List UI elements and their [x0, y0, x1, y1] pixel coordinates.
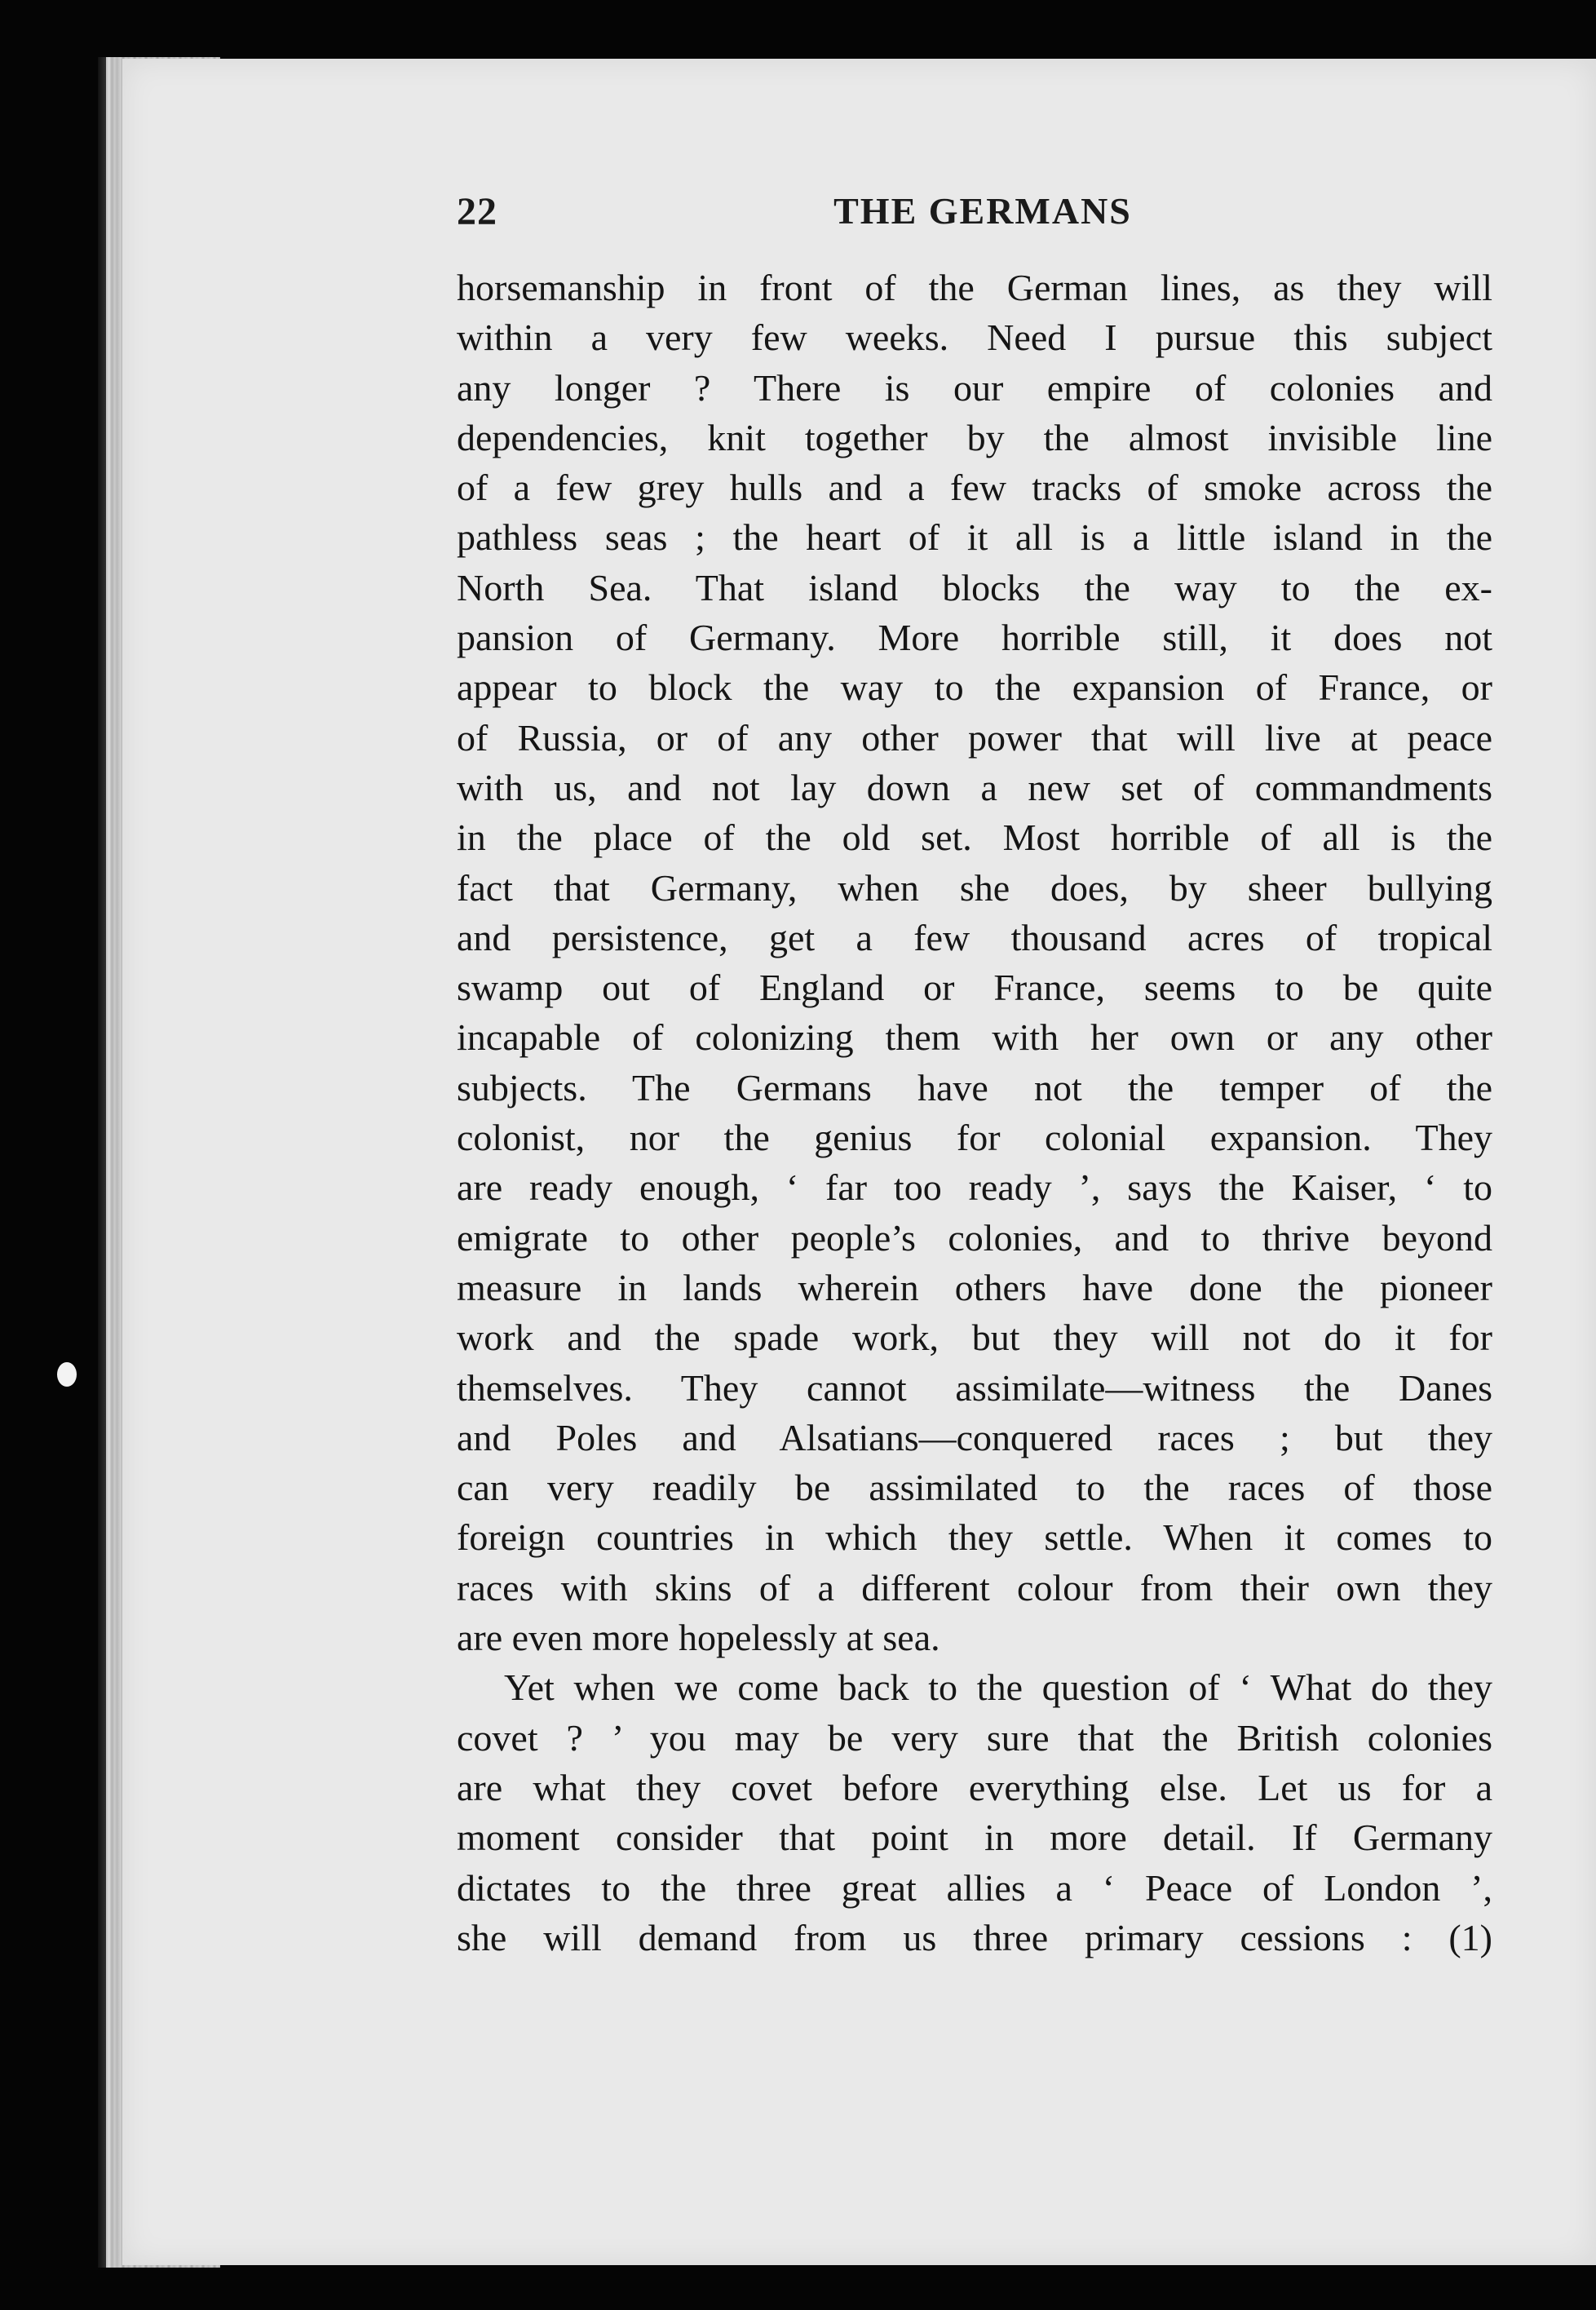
- text-line: races with skins of a different colour from their own they: [457, 1566, 1492, 1609]
- text-line: North Sea. That island blocks the way to the ex-: [457, 566, 1492, 608]
- running-head: THE GERMANS: [833, 190, 1132, 232]
- text-line: foreign countries in which they settle. When it comes to: [457, 1516, 1492, 1559]
- text-line: dictates to the three great allies a ‘ Peace of London ’,: [457, 1866, 1492, 1909]
- text-line: she will demand from us three primary cessions : (1): [457, 1916, 1492, 1958]
- text-line: of a few grey hulls and a few tracks of smoke across the: [457, 467, 1492, 509]
- text-line: fact that Germany, when she does, by sheer bullying: [457, 866, 1492, 909]
- text-line: swamp out of England or France, seems to be quite: [457, 967, 1492, 1009]
- text-line: are ready enough, ‘ far too ready ’, says the Kaiser, ‘ to: [457, 1166, 1492, 1209]
- text-line: colonist, nor the genius for colonial expansion. They: [457, 1117, 1492, 1159]
- text-line: themselves. They cannot assimilate—witness the Danes: [457, 1366, 1492, 1409]
- text-line: can very readily be assimilated to the races of those: [457, 1467, 1492, 1509]
- text-line: and persistence, get a few thousand acres of tropical: [457, 916, 1492, 958]
- text-line: dependencies, knit together by the almost invisible line: [457, 416, 1492, 458]
- text-line: covet ? ’ you may be very sure that the British colonies: [457, 1716, 1492, 1759]
- text-line: pansion of Germany. More horrible still, it does not: [457, 617, 1492, 659]
- page-speck: [57, 1362, 77, 1387]
- text-line: subjects. The Germans have not the temper of the: [457, 1066, 1492, 1109]
- text-line: appear to block the way to the expansion of France, or: [457, 666, 1492, 709]
- text-line: within a very few weeks. Need I pursue this subject: [457, 316, 1492, 359]
- page-number: 22: [457, 190, 497, 233]
- text-line: are what they covet before everything else. Let us for a: [457, 1766, 1492, 1808]
- text-line-paragraph-start: Yet when we come back to the question of ‘ What do they: [504, 1666, 1492, 1709]
- text-line: with us, and not lay down a new set of commandments: [457, 766, 1492, 808]
- body-text: [457, 263, 1492, 1963]
- text-line: any longer ? There is our empire of colonies and: [457, 366, 1492, 409]
- text-line: and Poles and Alsatians—conquered races ; but they: [457, 1416, 1492, 1458]
- page-header: [457, 189, 1509, 238]
- text-line: incapable of colonizing them with her own or any other: [457, 1016, 1492, 1059]
- text-line: work and the spade work, but they will not do it for: [457, 1317, 1492, 1359]
- text-line: moment consider that point in more detail. If Germany: [457, 1817, 1492, 1859]
- text-line: emigrate to other people’s colonies, and to thrive beyond: [457, 1216, 1492, 1259]
- text-line: measure in lands wherein others have done the pioneer: [457, 1266, 1492, 1308]
- text-line: in the place of the old set. Most horrible of all is the: [457, 816, 1492, 859]
- text-line: pathless seas ; the heart of it all is a little island in the: [457, 516, 1492, 559]
- text-line: horsemanship in front of the German lines, as they will: [457, 267, 1492, 308]
- text-line-paragraph-end: are even more hopelessly at sea.: [457, 1617, 940, 1659]
- text-line: of Russia, or of any other power that will live at peace: [457, 716, 1492, 759]
